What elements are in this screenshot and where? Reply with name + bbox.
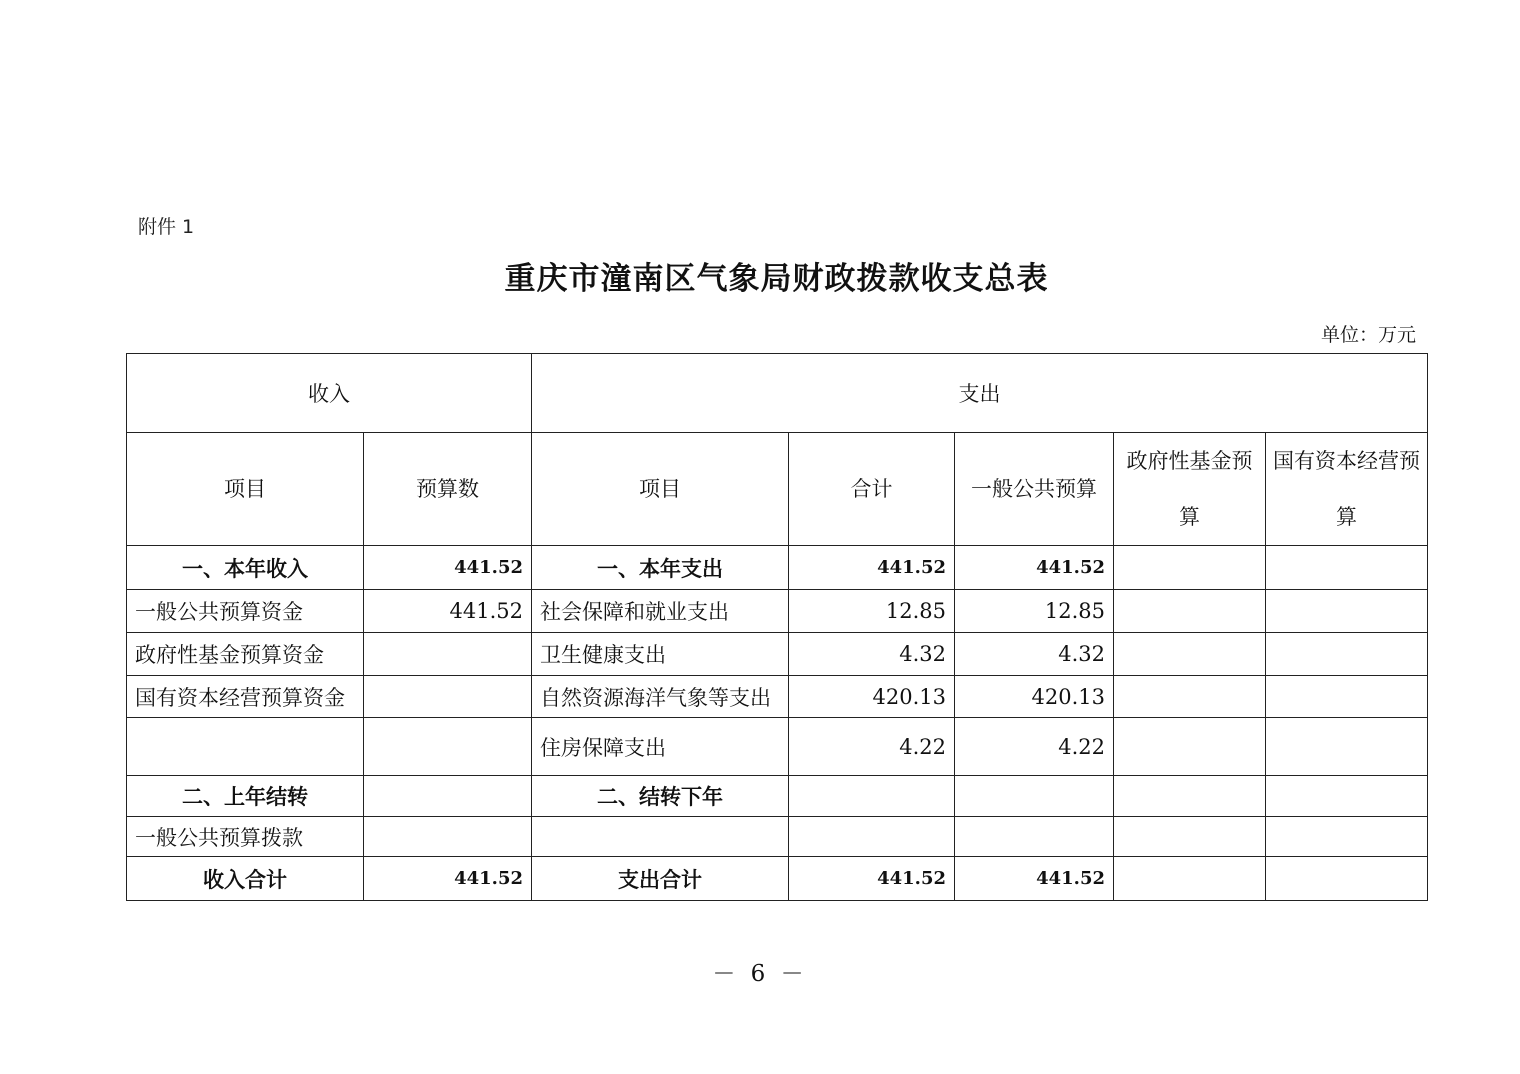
- exp-gov-fund-cell: [1114, 546, 1266, 590]
- income-total-label: 收入合计: [127, 857, 364, 901]
- exp-state-capital-cell: [1266, 817, 1428, 857]
- exp-total-cell: [789, 817, 955, 857]
- exp-state-capital-cell: [1266, 590, 1428, 633]
- exp-gov-fund-cell: [1114, 633, 1266, 676]
- exp-general-cell: [955, 776, 1114, 817]
- income-item-cell: 国有资本经营预算资金: [127, 676, 364, 718]
- exp-item-cell: 住房保障支出: [532, 718, 789, 776]
- exp-state-capital-cell: [1266, 546, 1428, 590]
- income-budget-cell: 441.52: [364, 546, 532, 590]
- exp-item-cell: 自然资源海洋气象等支出: [532, 676, 789, 718]
- income-item-header: 项目: [127, 433, 364, 546]
- exp-state-capital-header: 国有资本经营预算: [1266, 433, 1428, 546]
- income-budget-cell: [364, 776, 532, 817]
- exp-state-capital-cell: [1266, 676, 1428, 718]
- income-item-cell: 一般公共预算资金: [127, 590, 364, 633]
- exp-general-cell: [955, 817, 1114, 857]
- exp-state-capital-cell: [1266, 776, 1428, 817]
- exp-total-cell: 12.85: [789, 590, 955, 633]
- exp-state-capital-cell: [1266, 718, 1428, 776]
- income-budget-cell: [364, 633, 532, 676]
- table-row: [127, 817, 1428, 857]
- header-row-1: [127, 354, 1428, 433]
- page-number: － 6 －: [712, 961, 808, 987]
- exp-item-cell: 社会保障和就业支出: [532, 590, 789, 633]
- table-row: [127, 590, 1428, 633]
- exp-gov-fund-cell: [1114, 817, 1266, 857]
- exp-gov-fund-cell: [1114, 676, 1266, 718]
- exp-total-cell: 420.13: [789, 676, 955, 718]
- income-item-cell: 一般公共预算拨款: [127, 817, 364, 857]
- unit-label: 单位：万元: [1320, 324, 1416, 346]
- exp-item-cell: 卫生健康支出: [532, 633, 789, 676]
- table-row: [127, 633, 1428, 676]
- attachment-label: 附件 1: [138, 216, 195, 238]
- table-row: [127, 718, 1428, 776]
- income-budget-cell: [364, 817, 532, 857]
- exp-state-capital-total-value: [1266, 857, 1428, 901]
- exp-item-cell: 一、本年支出: [532, 546, 789, 590]
- exp-general-total-value: 441.52: [955, 857, 1114, 901]
- exp-gov-fund-total-value: [1114, 857, 1266, 901]
- exp-gov-fund-cell: [1114, 718, 1266, 776]
- exp-state-capital-cell: [1266, 633, 1428, 676]
- exp-item-cell: [532, 817, 789, 857]
- exp-item-cell: 二、结转下年: [532, 776, 789, 817]
- exp-total-cell: 4.22: [789, 718, 955, 776]
- table-row: [127, 676, 1428, 718]
- income-budget-cell: [364, 718, 532, 776]
- income-total-value: 441.52: [364, 857, 532, 901]
- income-header: 收入: [127, 354, 532, 433]
- budget-table: [126, 353, 1428, 901]
- income-item-cell: 一、本年收入: [127, 546, 364, 590]
- exp-general-cell: 420.13: [955, 676, 1114, 718]
- exp-gov-fund-cell: [1114, 590, 1266, 633]
- exp-gov-fund-header: 政府性基金预算: [1114, 433, 1266, 546]
- exp-total-value: 441.52: [789, 857, 955, 901]
- income-budget-cell: [364, 676, 532, 718]
- income-item-cell: 二、上年结转: [127, 776, 364, 817]
- exp-general-cell: 4.32: [955, 633, 1114, 676]
- income-item-cell: [127, 718, 364, 776]
- exp-general-cell: 441.52: [955, 546, 1114, 590]
- exp-total-header: 合计: [789, 433, 955, 546]
- table-row: [127, 546, 1428, 590]
- exp-gov-fund-cell: [1114, 776, 1266, 817]
- table-row: [127, 776, 1428, 817]
- exp-total-cell: 441.52: [789, 546, 955, 590]
- exp-general-cell: 4.22: [955, 718, 1114, 776]
- exp-item-header: 项目: [532, 433, 789, 546]
- income-item-cell: 政府性基金预算资金: [127, 633, 364, 676]
- income-budget-header: 预算数: [364, 433, 532, 546]
- exp-general-cell: 12.85: [955, 590, 1114, 633]
- exp-total-label: 支出合计: [532, 857, 789, 901]
- header-row-2: [127, 433, 1428, 546]
- expenditure-header: 支出: [532, 354, 1428, 433]
- exp-total-cell: 4.32: [789, 633, 955, 676]
- exp-general-header: 一般公共预算: [955, 433, 1114, 546]
- exp-total-cell: [789, 776, 955, 817]
- total-row: [127, 857, 1428, 901]
- page-title: 重庆市潼南区气象局财政拨款收支总表: [504, 261, 1049, 297]
- income-budget-cell: 441.52: [364, 590, 532, 633]
